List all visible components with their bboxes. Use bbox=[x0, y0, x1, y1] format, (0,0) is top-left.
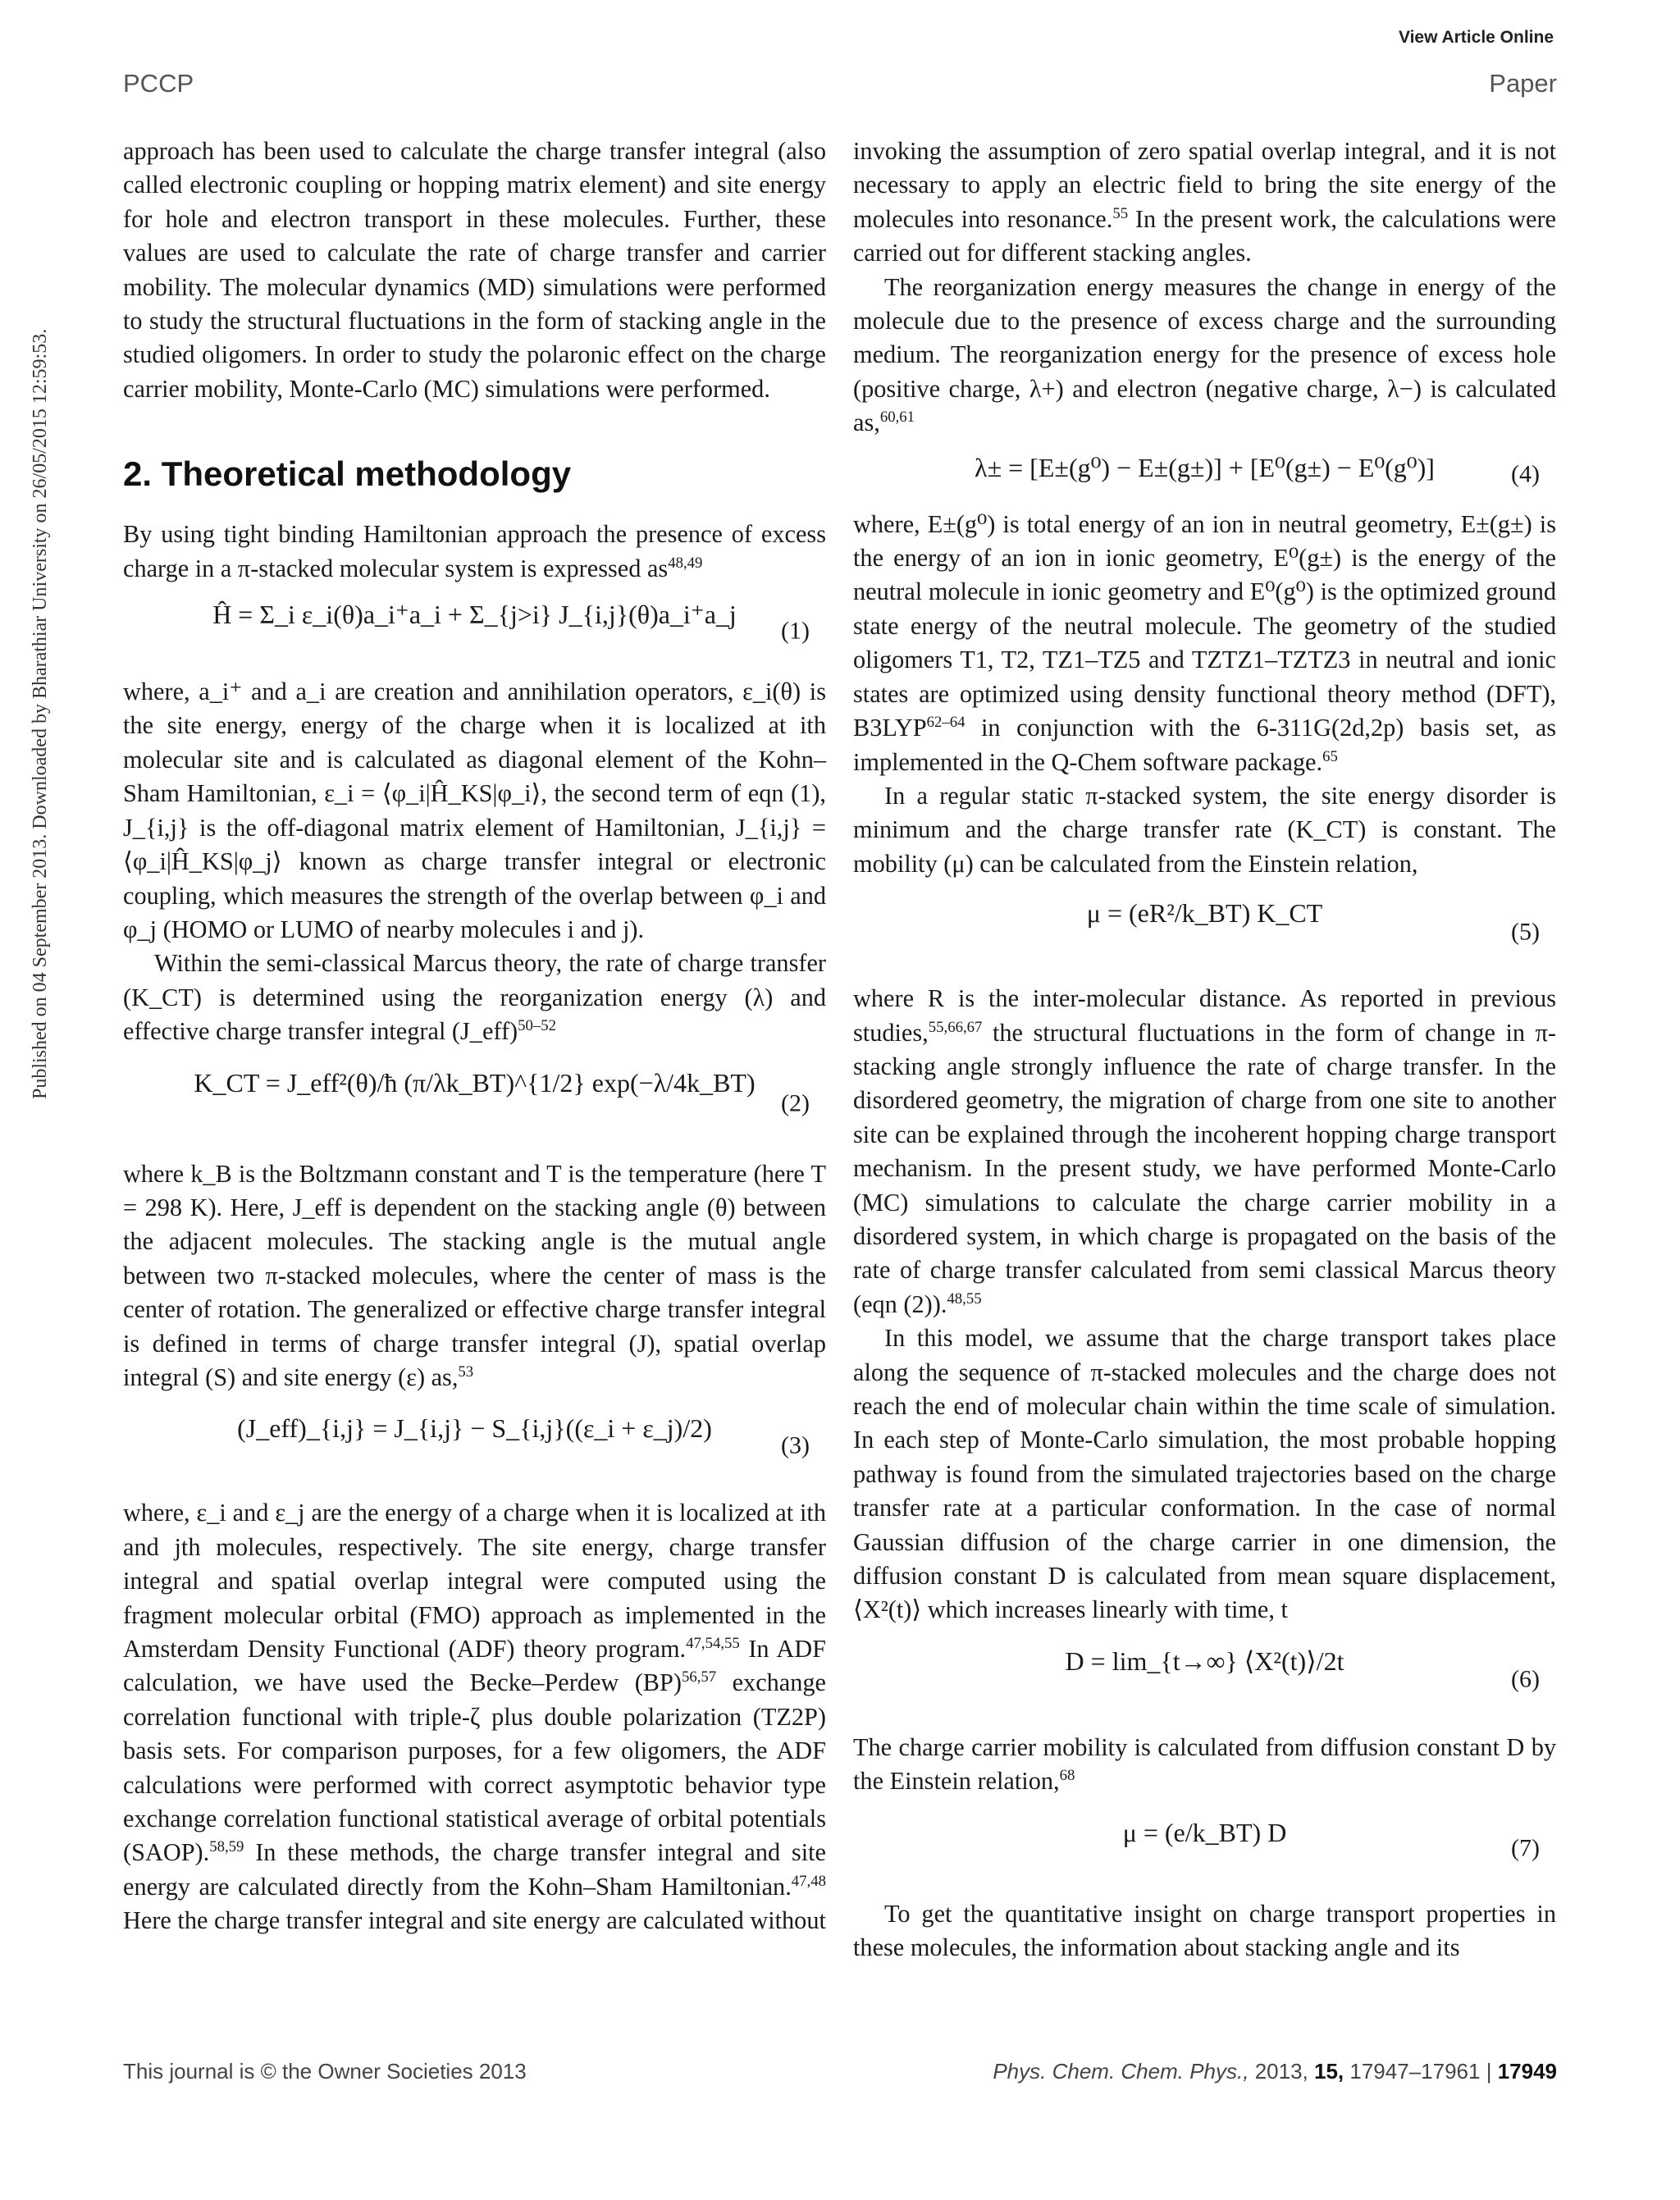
equation-number: (5) bbox=[1511, 917, 1540, 945]
left-column bbox=[123, 135, 826, 1938]
paragraph-reorganization: The reorganization energy measures the change in energy of the molecule due to the presence of excess charge and the surrounding medium. The reorganization energy for the presence of excess hole (positive charge, λ+) and electron (negative charge, λ−) is calculated as,$^{60,61}$ bbox=[853, 272, 1556, 437]
paragraph-static-system: In a regular static π-stacked system, the site energy disorder is minimum and the charge transfer rate (K_CT) is constant. The mobility (μ) can be calculated from the Einstein relation, bbox=[853, 781, 1556, 878]
equation-2 bbox=[123, 1049, 826, 1157]
paragraph-where-5: where R is the inter-molecular distance. As reported in previous studies,$^{55,66,67}$ the structural fluctuations in the form of change in π-stacking angle strongly influence the rate of charge transfer. In the disordered geometry, the migration of charge from one site to another site can be explained through the incoherent hopping charge transport mechanism. In the present study, we have performed Monte-Carlo (MC) simulations to calculate the charge carrier mobility in a disordered system, in which charge is propagated on the basis of the rate of charge transfer calculated from semi classical Marcus theory (eqn (2)).$^{48,55}$ bbox=[853, 984, 1556, 1318]
page-number: 17949 bbox=[1497, 2059, 1557, 2084]
equation-body: D = lim_{t→∞} ⟨X²(t)⟩/2t bbox=[1065, 1645, 1344, 1676]
view-article-online-link[interactable]: View Article Online bbox=[1398, 28, 1554, 47]
right-column bbox=[853, 135, 1556, 1965]
equation-body: μ = (e/k_BT) D bbox=[1122, 1817, 1287, 1847]
footer-citation bbox=[993, 2059, 1557, 2084]
reference: 48,49 bbox=[668, 554, 703, 572]
paragraph-where-3: where, ε_i and ε_j are the energy of a charge when it is localized at ith and jth molecules, respectively. The site energy, charge transfer integral and spatial overlap integral were computed using the fragment molecular orbital (FMO) approach as implemented in the Amsterdam Density Functional (ADF) theory program.$^{47,54,55}$ In ADF calculation, we have used the Becke–Perdew (BP)$^{56,57}$ exchange correlation functional with triple-ζ plus double polarization (TZ2P) basis sets. For comparison purposes, for a few oligomers, the ADF calculations were performed with correct asymptotic behavior type exchange correlation functional statistical average of orbital potentials (SAOP).$^{58,59}$ In these methods, the charge transfer integral and site energy are calculated directly from the Kohn–Sham Hamiltonian.$^{47,48}$ Here the charge transfer integral and site energy are calculated without bbox=[123, 1499, 826, 1935]
reference: 55,66,67 bbox=[928, 1018, 983, 1036]
reference: 47,54,55 bbox=[686, 1634, 740, 1652]
paragraph-intro: approach has been used to calculate the charge transfer integral (also called electronic coupling or hopping matrix element) and site energy for hole and electron transport in these molecules. Further, these values are used to calculate the rate of charge transfer and carrier mobility. The molecular dynamics (MD) simulations were performed to study the structural fluctuations in the form of stacking angle in the studied oligomers. In order to study the polaronic effect on the charge carrier mobility, Monte-Carlo (MC) simulations were performed. bbox=[123, 137, 826, 403]
equation-body: μ = (eR²/k_BT) K_CT bbox=[1086, 898, 1323, 929]
publication-side-note: Published on 04 September 2013. Downloaded by Bharathiar University on 26/05/2015 12:59:53. bbox=[30, 328, 51, 1099]
reference: 48,55 bbox=[947, 1289, 982, 1308]
reference: 68 bbox=[1059, 1767, 1075, 1785]
citation-journal: Phys. Chem. Chem. Phys., bbox=[993, 2059, 1249, 2084]
equation-5 bbox=[853, 881, 1556, 982]
equation-3 bbox=[123, 1394, 826, 1496]
reference: 65 bbox=[1322, 747, 1338, 765]
reference: 47,48 bbox=[791, 1872, 826, 1890]
paragraph-where-4: where, E±(g⁰) is total energy of an ion in neutral geometry, E±(g±) is the energy of an ion in ionic geometry, E⁰(g±) is the energy of the neutral molecule in ionic geometry and E⁰(g⁰) is the optimized ground state energy of the neutral molecule. The geometry of the studied oligomers T1, T2, TZ1–TZ5 and TZTZ1–TZTZ3 in neutral and ionic states are optimized using density functional theory method (DFT), B3LYP$^{62-64}$ in conjunction with the 6-311G(2d,2p) basis set, as implemented in the Q-Chem software package.$^{65}$ bbox=[853, 509, 1556, 776]
section-heading: 2. Theoretical methodology bbox=[123, 454, 572, 494]
paragraph-marcus: Within the semi-classical Marcus theory, the rate of charge transfer (K_CT) is determined using the reorganization energy (λ) and effective charge transfer integral (J_eff)$^{50-52}$ bbox=[123, 949, 826, 1046]
equation-number: (6) bbox=[1511, 1665, 1540, 1693]
equation-body: K_CT = J_eff²(θ)/ħ (π/λk_BT)^{1/2} exp(−λ/4k_BT) bbox=[194, 1067, 756, 1098]
equation-number: (2) bbox=[781, 1089, 810, 1116]
footer-copyright: This journal is © the Owner Societies 2013 bbox=[123, 2059, 527, 2084]
article-type: Paper bbox=[1489, 69, 1557, 98]
equation-body: λ± = [E±(g⁰) − E±(g±)] + [E⁰(g±) − E⁰(g⁰)] bbox=[975, 452, 1435, 482]
equation-body: (J_eff)_{i,j} = J_{i,j} − S_{i,j}((ε_i + ε_j)/2) bbox=[237, 1413, 712, 1444]
paragraph-continued: invoking the assumption of zero spatial overlap integral, and it is not necessary to apply an electric field to bring the site energy of the molecules into resonance.$^{55}$ In the present work, the calculations were carried out for different stacking angles. bbox=[853, 137, 1556, 267]
equation-number: (1) bbox=[781, 616, 810, 644]
equation-7 bbox=[853, 1799, 1556, 1897]
reference: 53 bbox=[458, 1362, 474, 1381]
reference: 60,61 bbox=[879, 409, 915, 427]
paragraph-mobility: The charge carrier mobility is calculated from diffusion constant D by the Einstein relation,$^{68}$ bbox=[853, 1732, 1556, 1796]
paragraph-model: In this model, we assume that the charge transport takes place along the sequence of π-stacked molecules and the charge does not reach the end of molecular chain within the time scale of simulation. In each step of Monte-Carlo simulation, the most probable hopping pathway is found from the simulated trajectories based on the charge transfer rate at a particular conformation. In the case of normal Gaussian diffusion of the charge carrier in one dimension, the diffusion constant D is calculated from mean square displacement, ⟨X²(t)⟩ which increases linearly with time, t bbox=[853, 1324, 1556, 1624]
equation-4 bbox=[853, 440, 1556, 508]
citation-pages: 17947–17961 bbox=[1349, 2059, 1481, 2084]
journal-name: PCCP bbox=[123, 69, 194, 98]
reference: 58,59 bbox=[209, 1838, 244, 1856]
paragraph-tight-binding: By using tight binding Hamiltonian approach the presence of excess charge in a π-stacked molecular system is expressed as$^{48,49}$ bbox=[123, 520, 826, 582]
reference: 62–64 bbox=[926, 714, 966, 731]
equation-1 bbox=[123, 586, 826, 675]
equation-number: (3) bbox=[781, 1431, 810, 1459]
citation-volume: 15, bbox=[1314, 2059, 1344, 2084]
footer-separator: | bbox=[1486, 2059, 1492, 2084]
paragraph-final: To get the quantitative insight on charge transport properties in these molecules, the information about stacking angle and its bbox=[853, 1899, 1556, 1962]
reference: 55 bbox=[1112, 204, 1129, 222]
equation-number: (7) bbox=[1511, 1833, 1540, 1861]
reference: 56,57 bbox=[681, 1668, 717, 1687]
equation-body: Ĥ = Σ_i ε_i(θ)a_i⁺a_i + Σ_{j>i} J_{i,j}(θ)a_i⁺a_j bbox=[212, 600, 737, 630]
paragraph-where-2: where k_B is the Boltzmann constant and T is the temperature (here T = 298 K). Here, J_eff is dependent on the stacking angle (θ) between the adjacent molecules. The stacking angle is the mutual angle between two π-stacked molecules, where the center of mass is the center of rotation. The generalized or effective charge transfer integral is defined in terms of charge transfer integral (J), spatial overlap integral (S) and site energy (ε) as,$^{53}$ bbox=[123, 1159, 826, 1391]
equation-6 bbox=[853, 1627, 1556, 1731]
citation-year: 2013, bbox=[1254, 2059, 1308, 2084]
reference: 50–52 bbox=[518, 1017, 557, 1035]
paragraph-where-1: where, a_i⁺ and a_i are creation and annihilation operators, ε_i(θ) is the site energy, energy of the charge when it is localized at ith molecular site and is calculated as diagonal element of the Kohn–Sham Hamiltonian, ε_i = ⟨φ_i|Ĥ_KS|φ_i⟩, the second term of eqn (1), J_{i,j} is the off-diagonal matrix element of Hamiltonian, J_{i,j} = ⟨φ_i|Ĥ_KS|φ_j⟩ known as charge transfer integral or electronic coupling, which measures the strength of the overlap between φ_i and φ_j (HOMO or LUMO of nearby molecules i and j). bbox=[123, 678, 826, 943]
equation-number: (4) bbox=[1511, 459, 1540, 487]
